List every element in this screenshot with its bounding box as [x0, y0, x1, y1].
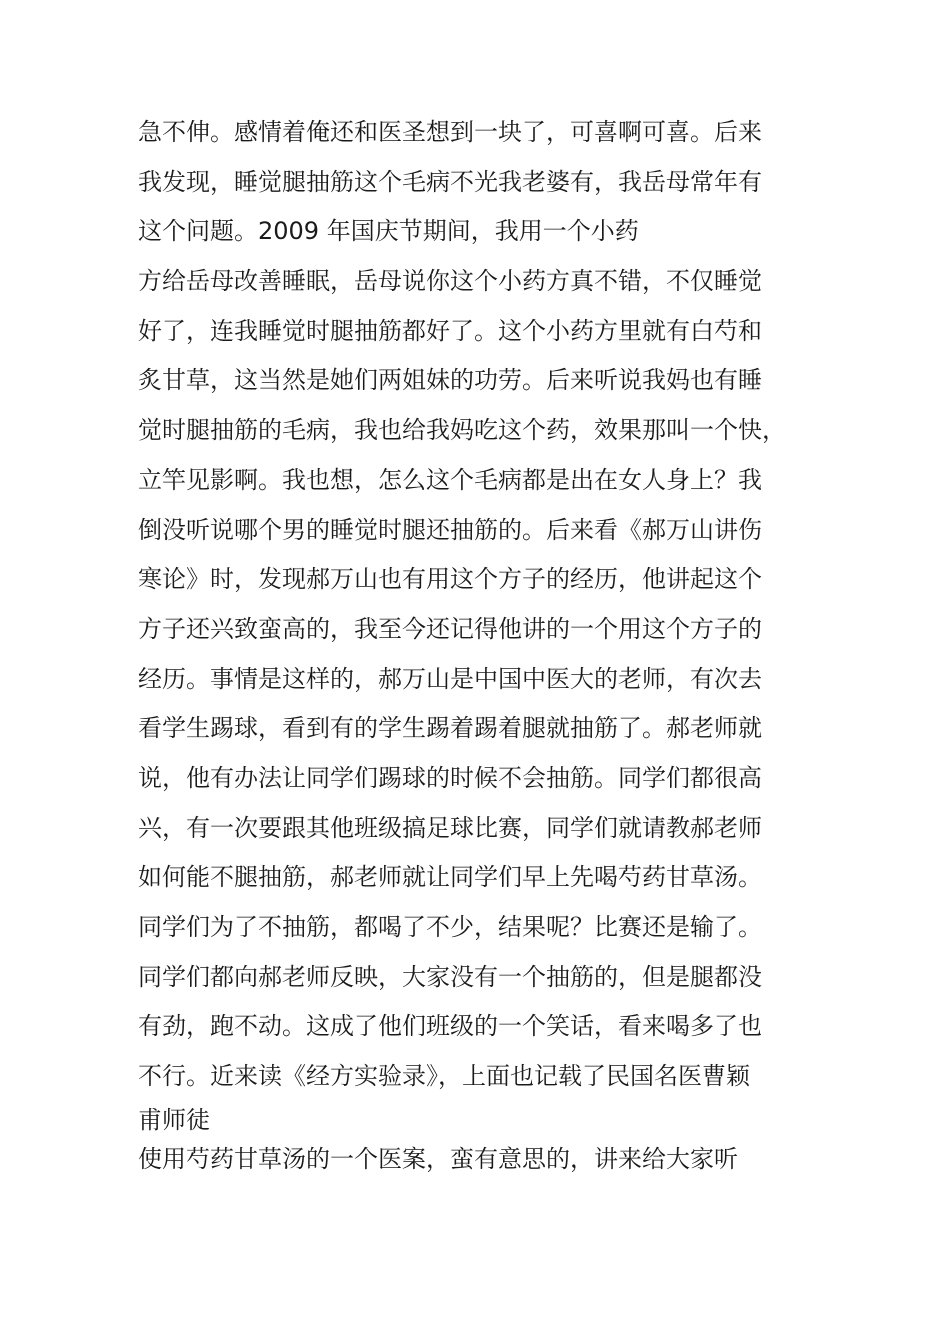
text-line: 方给岳母改善睡眠，岳母说你这个小药方真不错，不仅睡觉	[138, 267, 762, 296]
text-line: 急不伸。感情着俺还和医圣想到一块了，可喜啊可喜。后来	[138, 118, 762, 146]
text-line: 寒论》时，发现郝万山也有用这个方子的经历，他讲起这个	[138, 565, 762, 594]
text-line: 甫师徒	[138, 1105, 210, 1134]
text-line: 看学生踢球，看到有的学生踢着踢着腿就抽筋了。郝老师就	[138, 714, 762, 743]
text-line: 使用芍药甘草汤的一个医案，蛮有意思的，讲来给大家听	[138, 1144, 738, 1173]
text-line: 我发现，睡觉腿抽筋这个毛病不光我老婆有，我岳母常年有	[138, 167, 762, 196]
text-line: 这个问题。2009 年国庆节期间，我用一个小药	[138, 217, 639, 246]
text-line: 同学们都向郝老师反映，大家没有一个抽筋的，但是腿都没	[138, 962, 762, 991]
text-line: 炙甘草，这当然是她们两姐妹的功劳。后来听说我妈也有睡	[138, 366, 762, 395]
text-line: 兴，有一次要跟其他班级搞足球比赛，同学们就请教郝老师	[138, 813, 762, 842]
text-line: 觉时腿抽筋的毛病，我也给我妈吃这个药，效果那叫一个快，	[138, 416, 786, 445]
text-line: 说，他有办法让同学们踢球的时候不会抽筋。同学们都很高	[138, 763, 762, 792]
text-line: 有劲，跑不动。这成了他们班级的一个笑话，看来喝多了也	[138, 1012, 762, 1041]
body-text	[138, 108, 828, 1181]
text-line: 方子还兴致蛮高的，我至今还记得他讲的一个用这个方子的	[138, 614, 762, 643]
text-line: 如何能不腿抽筋，郝老师就让同学们早上先喝芍药甘草汤。	[138, 863, 762, 892]
text-line: 同学们为了不抽筋，都喝了不少，结果呢？比赛还是输了。	[138, 913, 762, 941]
text-line: 倒没听说哪个男的睡觉时腿还抽筋的。后来看《郝万山讲伤	[138, 515, 762, 544]
text-line: 不行。近来读《经方实验录》，上面也记载了民国名医曹颖	[138, 1062, 750, 1091]
text-line: 立竿见影啊。我也想，怎么这个毛病都是出在女人身上？我	[138, 465, 762, 494]
text-line: 好了，连我睡觉时腿抽筋都好了。这个小药方里就有白芍和	[138, 316, 762, 345]
text-line: 经历。事情是这样的，郝万山是中国中医大的老师，有次去	[138, 664, 762, 693]
